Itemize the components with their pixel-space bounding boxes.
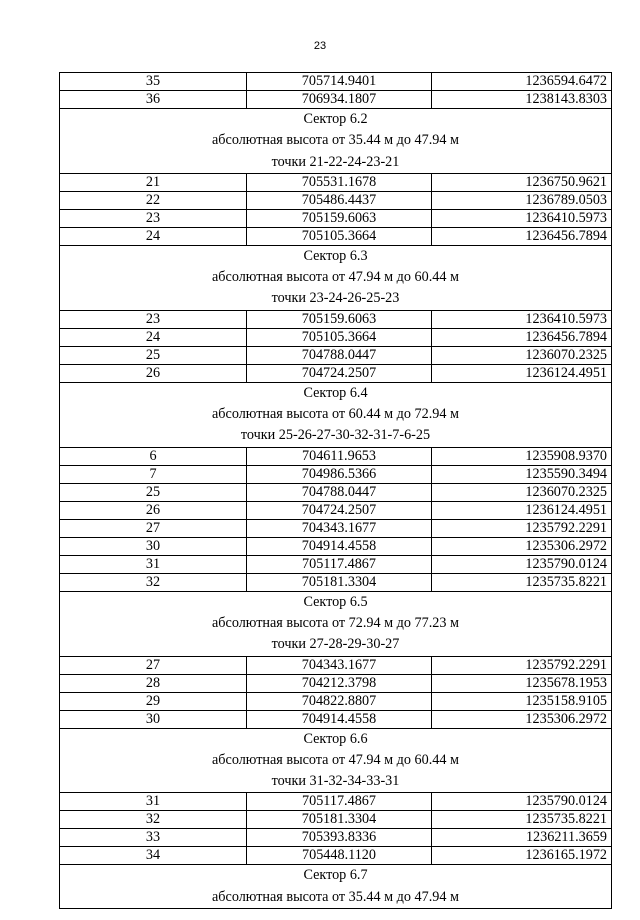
point-number-cell: 30 — [60, 537, 247, 555]
x-coordinate-cell: 704822.8807 — [247, 692, 432, 710]
table-row — [60, 811, 612, 829]
point-number-cell: 25 — [60, 346, 247, 364]
x-coordinate-cell: 704914.4558 — [247, 537, 432, 555]
y-coordinate-cell: 1235678.1953 — [432, 674, 612, 692]
y-coordinate-cell: 1235908.9370 — [432, 447, 612, 465]
x-coordinate-cell: 705105.3664 — [247, 227, 432, 245]
point-number-cell: 31 — [60, 793, 247, 811]
table-row — [60, 310, 612, 328]
sector-points: точки 25-26-27-30-32-31-7-6-25 — [240, 427, 431, 444]
sector-header-row — [60, 109, 612, 174]
point-number-cell: 35 — [60, 73, 247, 91]
y-coordinate-cell: 1235590.3494 — [432, 465, 612, 483]
point-number-cell: 34 — [60, 847, 247, 865]
point-number-cell: 33 — [60, 829, 247, 847]
x-coordinate-cell: 705393.8336 — [247, 829, 432, 847]
point-number-cell: 27 — [60, 656, 247, 674]
point-number-cell: 27 — [60, 519, 247, 537]
point-number-cell: 29 — [60, 692, 247, 710]
y-coordinate-cell: 1235306.2972 — [432, 537, 612, 555]
sector-height: абсолютная высота от 35.44 м до 47.94 м — [212, 888, 459, 905]
x-coordinate-cell: 704914.4558 — [247, 710, 432, 728]
table-row — [60, 328, 612, 346]
sector-height: абсолютная высота от 47.94 м до 60.44 м — [212, 269, 459, 286]
sector-title: Сектор 6.5 — [303, 593, 368, 610]
sector-height: абсолютная высота от 35.44 м до 47.94 м — [212, 132, 459, 149]
x-coordinate-cell: 705486.4437 — [247, 191, 432, 209]
x-coordinate-cell: 704724.2507 — [247, 501, 432, 519]
y-coordinate-cell: 1236211.3659 — [432, 829, 612, 847]
sector-title: Сектор 6.6 — [303, 730, 368, 747]
sector-height: абсолютная высота от 47.94 м до 60.44 м — [212, 751, 459, 768]
x-coordinate-cell: 706934.1807 — [247, 91, 432, 109]
sector-header — [60, 728, 612, 793]
point-number-cell: 22 — [60, 191, 247, 209]
sector-title: Сектор 6.2 — [303, 111, 368, 127]
point-number-cell: 25 — [60, 483, 247, 501]
table-row — [60, 501, 612, 519]
table-row — [60, 710, 612, 728]
table-row — [60, 191, 612, 209]
sector-header-row — [60, 245, 612, 310]
table-row — [60, 674, 612, 692]
table-row — [60, 519, 612, 537]
y-coordinate-cell: 1235792.2291 — [432, 656, 612, 674]
y-coordinate-cell: 1236124.4951 — [432, 501, 612, 519]
y-coordinate-cell: 1236124.4951 — [432, 364, 612, 382]
y-coordinate-cell: 1236410.5973 — [432, 310, 612, 328]
y-coordinate-cell: 1236070.2325 — [432, 346, 612, 364]
point-number-cell: 21 — [60, 173, 247, 191]
table-row — [60, 227, 612, 245]
y-coordinate-cell: 1235306.2972 — [432, 710, 612, 728]
x-coordinate-cell: 705181.3304 — [247, 573, 432, 591]
table-row — [60, 692, 612, 710]
table-row — [60, 346, 612, 364]
point-number-cell: 23 — [60, 209, 247, 227]
x-coordinate-cell: 705448.1120 — [247, 847, 432, 865]
y-coordinate-cell: 1236070.2325 — [432, 483, 612, 501]
y-coordinate-cell: 1235735.8221 — [432, 573, 612, 591]
x-coordinate-cell: 704724.2507 — [247, 364, 432, 382]
point-number-cell: 24 — [60, 227, 247, 245]
sector-header-row — [60, 382, 612, 447]
y-coordinate-cell: 1235792.2291 — [432, 519, 612, 537]
table-row — [60, 847, 612, 865]
x-coordinate-cell: 704788.0447 — [247, 346, 432, 364]
x-coordinate-cell: 705159.6063 — [247, 310, 432, 328]
sector-points: точки 31-32-34-33-31 — [271, 773, 400, 790]
coordinates-table — [59, 72, 612, 909]
sector-header-row — [60, 591, 612, 656]
sector-header — [60, 382, 612, 447]
y-coordinate-cell: 1235790.0124 — [432, 793, 612, 811]
sector-header-row — [60, 728, 612, 793]
y-coordinate-cell: 1236410.5973 — [432, 209, 612, 227]
table-row — [60, 364, 612, 382]
point-number-cell: 23 — [60, 310, 247, 328]
table-row — [60, 573, 612, 591]
point-number-cell: 32 — [60, 573, 247, 591]
point-number-cell: 6 — [60, 447, 247, 465]
x-coordinate-cell: 705531.1678 — [247, 173, 432, 191]
point-number-cell: 32 — [60, 811, 247, 829]
sector-title: Сектор 6.7 — [303, 867, 368, 884]
x-coordinate-cell: 705117.4867 — [247, 793, 432, 811]
sector-header — [60, 109, 612, 174]
sector-points: точки 27-28-29-30-27 — [271, 636, 400, 653]
point-number-cell: 7 — [60, 465, 247, 483]
table-row — [60, 656, 612, 674]
y-coordinate-cell: 1236165.1972 — [432, 847, 612, 865]
x-coordinate-cell: 705159.6063 — [247, 209, 432, 227]
table-row — [60, 829, 612, 847]
x-coordinate-cell: 704611.9653 — [247, 447, 432, 465]
point-number-cell: 26 — [60, 501, 247, 519]
sector-title: Сектор 6.3 — [303, 247, 368, 264]
sector-title: Сектор 6.4 — [303, 384, 368, 401]
x-coordinate-cell: 705117.4867 — [247, 555, 432, 573]
x-coordinate-cell: 705714.9401 — [247, 73, 432, 91]
table-row — [60, 73, 612, 91]
sector-points: точки 23-24-26-25-23 — [271, 290, 400, 307]
x-coordinate-cell: 704986.5366 — [247, 465, 432, 483]
coordinates-table-body — [60, 73, 612, 909]
table-row — [60, 465, 612, 483]
y-coordinate-cell: 1236750.9621 — [432, 173, 612, 191]
table-row — [60, 537, 612, 555]
y-coordinate-cell: 1236456.7894 — [432, 328, 612, 346]
x-coordinate-cell: 705105.3664 — [247, 328, 432, 346]
sector-points: точки 21-22-24-23-21 — [271, 153, 400, 170]
sector-height: абсолютная высота от 72.94 м до 77.23 м — [212, 614, 459, 631]
table-row — [60, 173, 612, 191]
x-coordinate-cell: 704343.1677 — [247, 519, 432, 537]
y-coordinate-cell: 1236789.0503 — [432, 191, 612, 209]
point-number-cell: 28 — [60, 674, 247, 692]
x-coordinate-cell: 705181.3304 — [247, 811, 432, 829]
table-row — [60, 793, 612, 811]
point-number-cell: 24 — [60, 328, 247, 346]
x-coordinate-cell: 704788.0447 — [247, 483, 432, 501]
x-coordinate-cell: 704212.3798 — [247, 674, 432, 692]
sector-header-row — [60, 865, 612, 909]
point-number-cell: 30 — [60, 710, 247, 728]
table-row — [60, 483, 612, 501]
page-number: 23 — [313, 40, 327, 52]
y-coordinate-cell: 1236456.7894 — [432, 227, 612, 245]
point-number-cell: 31 — [60, 555, 247, 573]
sector-header — [60, 865, 612, 909]
table-row — [60, 447, 612, 465]
y-coordinate-cell: 1235735.8221 — [432, 811, 612, 829]
table-row — [60, 555, 612, 573]
sector-height: абсолютная высота от 60.44 м до 72.94 м — [212, 406, 459, 423]
y-coordinate-cell: 1235790.0124 — [432, 555, 612, 573]
y-coordinate-cell: 1236594.6472 — [432, 73, 612, 91]
table-row — [60, 209, 612, 227]
sector-header — [60, 591, 612, 656]
point-number-cell: 36 — [60, 91, 247, 109]
point-number-cell: 26 — [60, 364, 247, 382]
x-coordinate-cell: 704343.1677 — [247, 656, 432, 674]
y-coordinate-cell: 1238143.8303 — [432, 91, 612, 109]
table-row — [60, 91, 612, 109]
sector-header — [60, 245, 612, 310]
y-coordinate-cell: 1235158.9105 — [432, 692, 612, 710]
